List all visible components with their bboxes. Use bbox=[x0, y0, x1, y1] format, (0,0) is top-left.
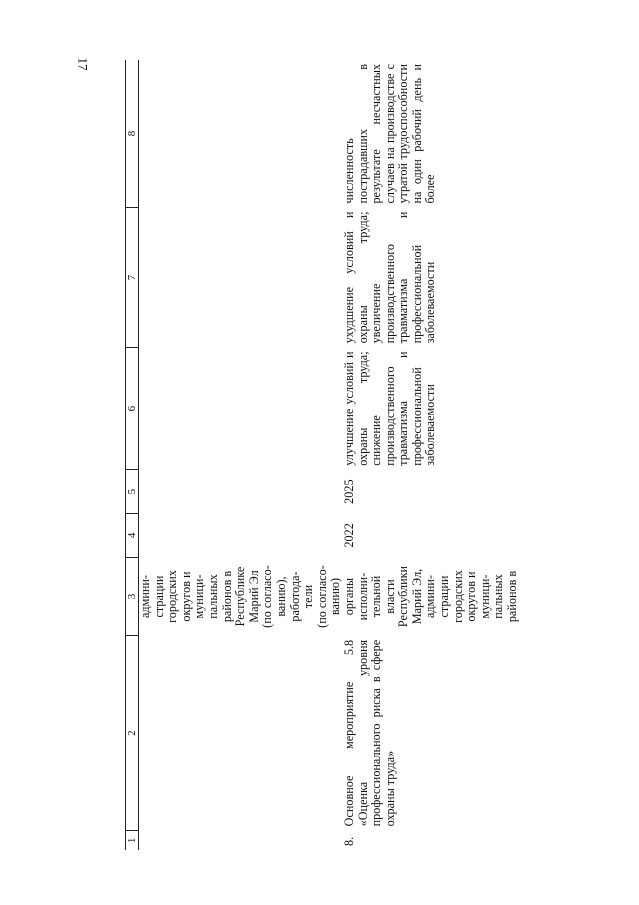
column-number-3: 3 bbox=[126, 557, 139, 636]
program-measures-table bbox=[125, 60, 520, 850]
column-number-1: 1 bbox=[126, 830, 139, 850]
row-number: 8. bbox=[341, 836, 356, 846]
end-year: 2025 bbox=[341, 479, 356, 504]
column-number-4: 4 bbox=[126, 513, 139, 557]
non-implementation-consequences: ухудшение условий и охраны труда; увеличение производственного травматизма и профессиональной заболеваемости bbox=[341, 211, 438, 344]
column-number-header-row bbox=[126, 60, 139, 850]
table-row bbox=[343, 60, 520, 850]
page-number: 17 bbox=[75, 57, 91, 71]
column-number-8: 8 bbox=[126, 60, 139, 208]
table-row bbox=[139, 60, 343, 850]
column-number-5: 5 bbox=[126, 470, 139, 514]
expected-result: улучшение условий и охраны труда; снижение производственного травматизма и профессиональной заболеваемости bbox=[341, 351, 438, 466]
start-year: 2022 bbox=[341, 523, 356, 548]
column-number-7: 7 bbox=[126, 208, 139, 348]
column-number-6: 6 bbox=[126, 347, 139, 469]
executor-cell-continued: админи- страции городских округов и муници- пальных районов в Республике Марий Эл (по согласо- ванию), работода- тели (по согласо- ванию) bbox=[138, 565, 343, 628]
target-indicator: численность пострадавших в результате несчастных случаев на производстве с утратой трудоспособности на один рабочий день и более bbox=[341, 64, 438, 204]
rotated-table-sheet bbox=[125, 60, 520, 850]
measure-name: Основное мероприятие 5.8 «Оценка уровня профессионального риска в сфере охраны труда» bbox=[341, 639, 397, 827]
executor-cell: органы исполни- тельной власти Республики Марий Эл, админи- страции городских округов и муници- пальных районов в bbox=[341, 565, 520, 628]
column-number-2: 2 bbox=[126, 636, 139, 830]
